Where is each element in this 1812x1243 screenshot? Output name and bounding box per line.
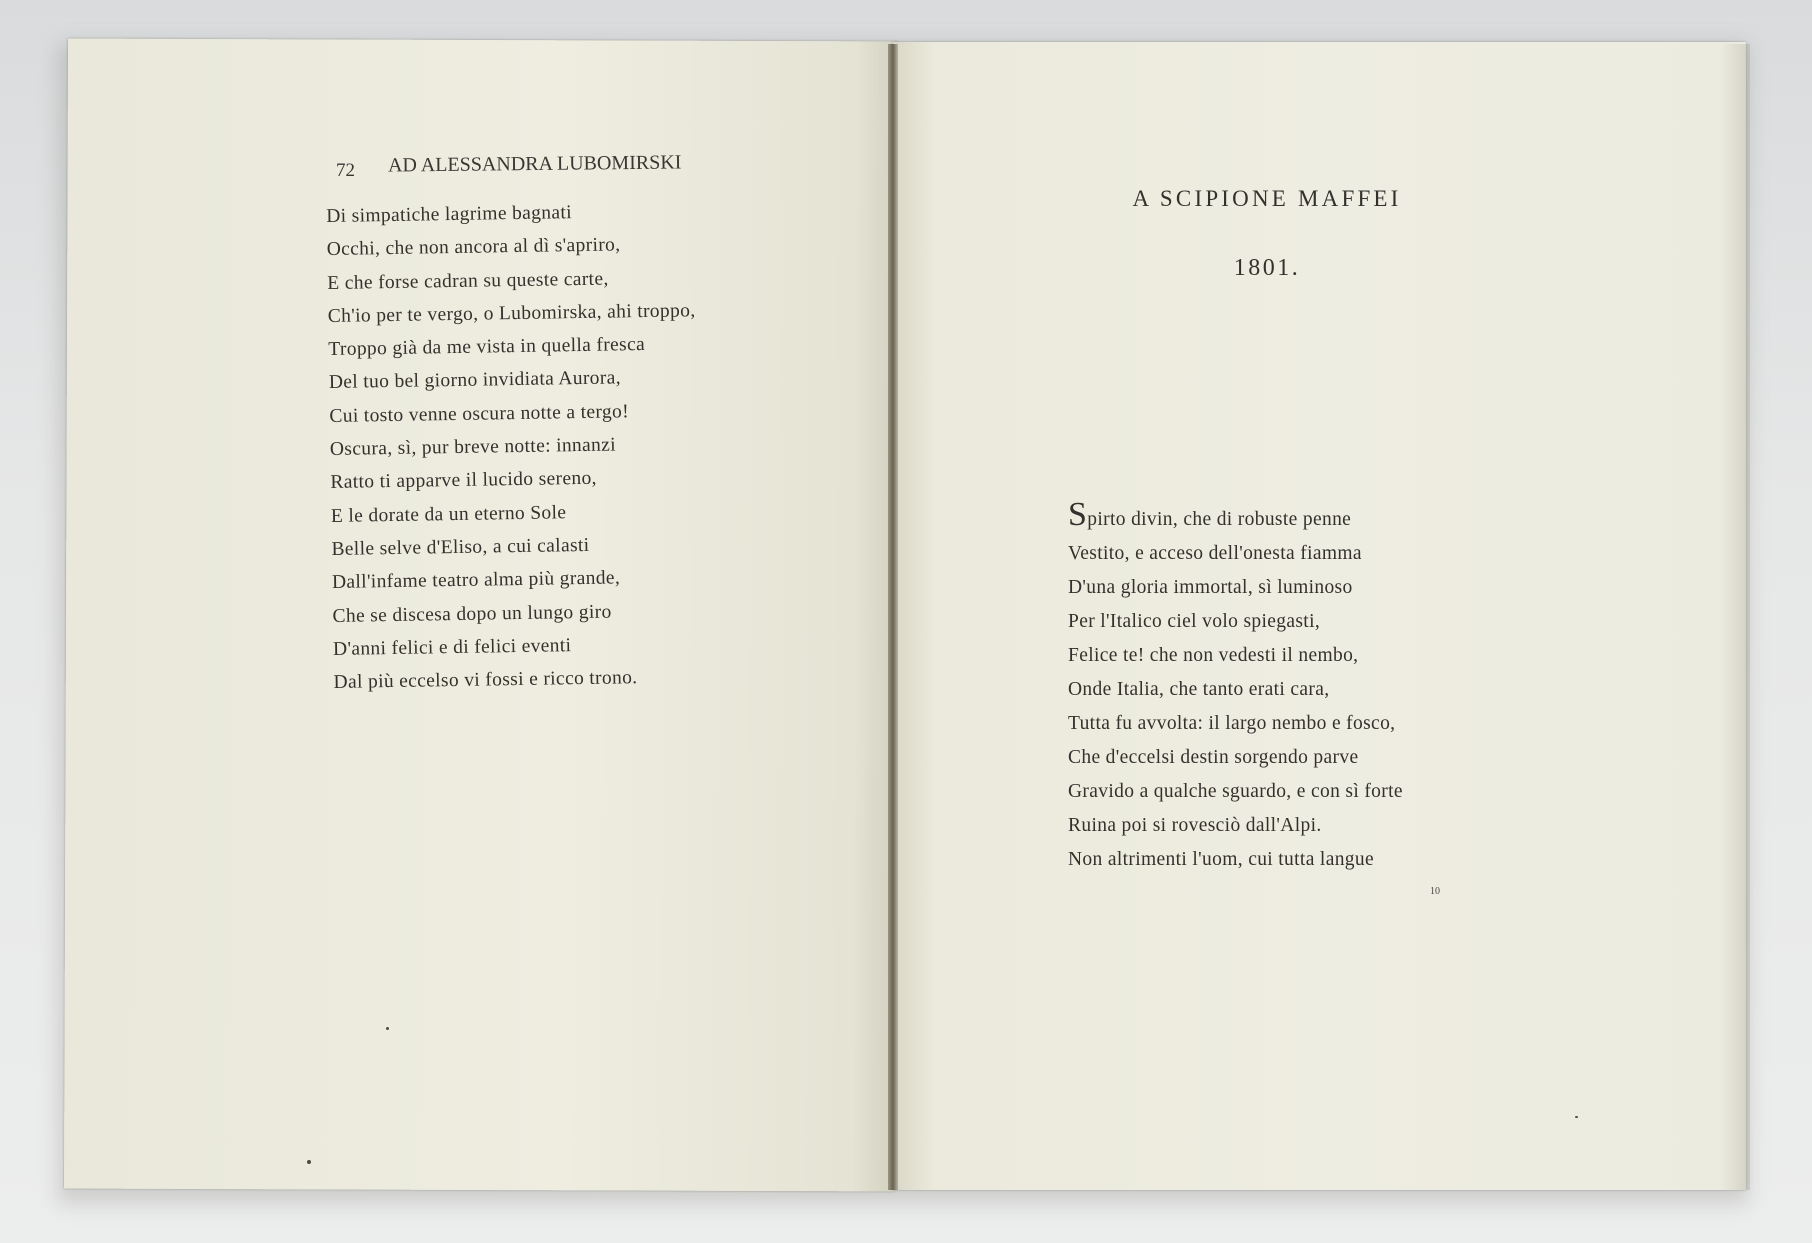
right-verse-block	[1068, 496, 1508, 877]
left-verse-block	[326, 193, 794, 700]
paper-speck	[1575, 1116, 1578, 1118]
verse-line: D'una gloria immortal, sì luminoso	[1068, 577, 1353, 598]
verse-line: E che forse cadran su queste carte,	[327, 268, 609, 294]
book-gutter	[888, 44, 898, 1190]
drop-cap: S	[1068, 496, 1088, 533]
page-stack-edge	[1720, 44, 1750, 1190]
line-number: 10	[1430, 886, 1440, 897]
verse-line: Ch'io per te vergo, o Lubomirska, ahi troppo,	[327, 300, 696, 327]
verse-line: Occhi, che non ancora al dì s'apriro,	[326, 234, 621, 261]
poem-title: A SCIPIONE MAFFEI	[1132, 186, 1402, 211]
verse-line: Tutta fu avvolta: il largo nembo e fosco,	[1068, 713, 1396, 734]
verse-line: Belle selve d'Eliso, a cui calasti	[331, 534, 590, 560]
verse-line: Che se discesa dopo un lungo giro	[332, 601, 612, 627]
verse-line: Onde Italia, che tanto erati cara,	[1068, 679, 1330, 700]
verse-line-first	[1068, 496, 1508, 537]
first-line-text: pirto divin, che di robuste penne	[1087, 509, 1352, 530]
running-head: AD ALESSANDRA LUBOMIRSKI	[387, 151, 682, 177]
page-number: 72	[336, 160, 355, 181]
verse-line: Dall'infame teatro alma più grande,	[331, 567, 621, 594]
verse-line: Per l'Italico ciel volo spiegasti,	[1068, 611, 1321, 632]
verse-line: Ruina poi si rovesciò dall'Alpi.	[1068, 815, 1322, 836]
verse-line: Oscura, sì, pur breve notte: innanzi	[329, 434, 617, 461]
verse-line: Di simpatiche lagrime bagnati	[326, 202, 573, 227]
verse-line: Felice te! che non vedesti il nembo,	[1068, 645, 1359, 666]
verse-line: Dal più eccelso vi fossi e ricco trono.	[333, 667, 638, 694]
poem-year: 1801.	[1233, 255, 1301, 281]
verse-line: Troppo già da me vista in quella fresca	[328, 334, 646, 361]
verse-line: Gravido a qualche sguardo, e con sì forte	[1068, 781, 1403, 802]
verse-line: Vestito, e acceso dell'onesta fiamma	[1068, 543, 1362, 564]
verse-line: D'anni felici e di felici eventi	[332, 635, 572, 660]
verse-line: E le dorate da un eterno Sole	[330, 501, 567, 527]
verse-line: Non altrimenti l'uom, cui tutta langue	[1068, 849, 1374, 870]
paper-speck	[307, 1160, 311, 1164]
paper-speck	[386, 1027, 389, 1030]
verse-line: Cui tosto venne oscura notte a tergo!	[329, 401, 630, 427]
verse-line: Ratto ti apparve il lucido sereno,	[330, 468, 597, 494]
verse-line: Del tuo bel giorno invidiata Aurora,	[328, 367, 622, 394]
verse-line: Che d'eccelsi destin sorgendo parve	[1068, 747, 1359, 768]
